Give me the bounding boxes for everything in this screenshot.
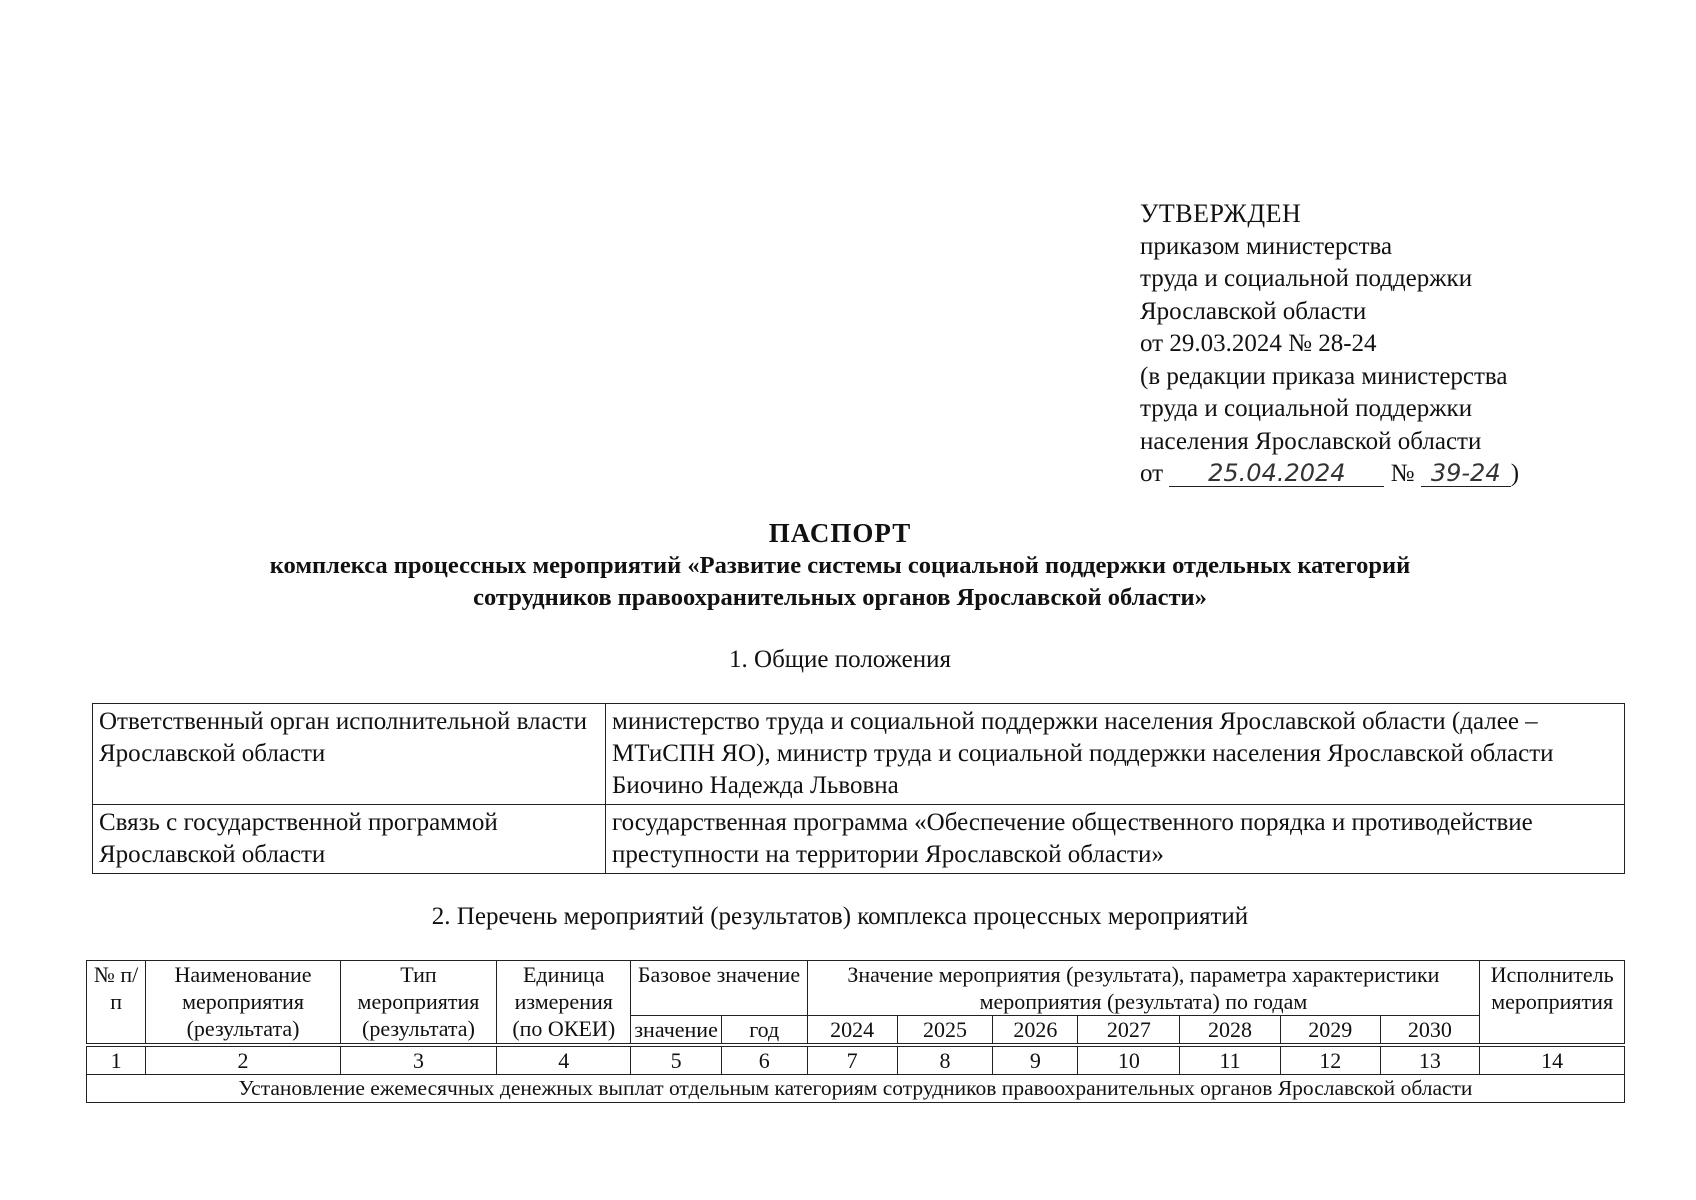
column-number: 4 — [497, 1045, 631, 1075]
header-base: Базовое значение — [631, 961, 807, 1016]
general-provisions-table — [92, 703, 1625, 874]
approval-stamp — [1140, 198, 1660, 491]
year-header: 2030 — [1380, 1016, 1480, 1046]
row-value: государственная программа «Обеспечение общественного порядка и противодействие преступности на территории Ярославской области» — [606, 805, 1625, 874]
header-type: Тип мероприятия (результата) — [340, 961, 496, 1046]
section-2-heading: 2. Перечень мероприятий (результатов) комплекса процессных мероприятий — [431, 903, 1249, 930]
handwritten-date: 25.04.2024 — [1169, 460, 1384, 487]
column-number: 5 — [631, 1045, 722, 1075]
column-number: 11 — [1180, 1045, 1281, 1075]
approval-line: (в редакции приказа министерства — [1140, 362, 1508, 390]
year-header: 2025 — [897, 1016, 993, 1046]
header-base-year: год — [721, 1016, 807, 1046]
header-unit: Единица измерения (по ОКЕИ) — [497, 961, 631, 1046]
row-label: Связь с государственной программой Ярославской области — [93, 805, 606, 874]
header-num: № п/п — [87, 961, 146, 1046]
header-values: Значение мероприятия (результата), параметра характеристики мероприятия (результата) по годам — [807, 961, 1480, 1016]
year-header: 2026 — [993, 1016, 1078, 1046]
year-header: 2024 — [807, 1016, 897, 1046]
column-number: 6 — [721, 1045, 807, 1075]
group-row — [87, 1075, 1625, 1103]
column-number: 12 — [1280, 1045, 1380, 1075]
row-value: министерство труда и социальной поддержки населения Ярославской области (далее – МТиСПН ЯО), министр труда и социальной поддержки населения Ярославской области Биочино Надежда Львовна — [606, 704, 1625, 805]
section-1-heading: 1. Общие положения — [729, 646, 951, 673]
column-number: 13 — [1380, 1045, 1480, 1075]
passport-subtitle-line-1: комплекса процессных мероприятий «Развитие системы социальной поддержки отдельных категорий — [269, 552, 1411, 579]
year-header: 2027 — [1078, 1016, 1180, 1046]
row-label: Ответственный орган исполнительной власти Ярославской области — [93, 704, 606, 805]
table-row — [93, 704, 1625, 805]
number-sign: № — [1390, 460, 1415, 487]
column-number: 9 — [993, 1045, 1078, 1075]
column-number: 1 — [87, 1045, 146, 1075]
header-row — [87, 961, 1625, 1016]
from-prefix: от — [1140, 460, 1164, 487]
approval-line: населения Ярославской области — [1140, 427, 1482, 455]
column-number-row — [87, 1045, 1625, 1075]
header-executor: Исполнитель мероприятия — [1480, 961, 1625, 1046]
table-row — [93, 805, 1625, 874]
column-number: 7 — [807, 1045, 897, 1075]
column-number: 10 — [1078, 1045, 1180, 1075]
column-number: 3 — [340, 1045, 496, 1075]
approval-line: труда и социальной поддержки — [1140, 265, 1473, 292]
approval-edition-line — [1140, 458, 1660, 491]
column-number: 14 — [1480, 1045, 1625, 1075]
passport-subtitle-line-2: сотрудников правоохранительных органов Ярославской области» — [473, 584, 1207, 611]
year-header: 2028 — [1180, 1016, 1281, 1046]
approval-line: Ярославской области — [1140, 297, 1367, 325]
header-base-value: значение — [631, 1016, 722, 1046]
group-row-title: Установление ежемесячных денежных выплат отдельным категориям сотрудников правоохранительных органов Ярославской области — [87, 1075, 1625, 1103]
approval-line: приказом министерства — [1140, 232, 1393, 260]
passport-title: ПАСПОРТ — [768, 518, 912, 548]
column-number: 2 — [146, 1045, 341, 1075]
approval-line: от 29.03.2024 № 28-24 — [1140, 330, 1377, 357]
handwritten-number: 39-24 — [1421, 460, 1511, 487]
header-name: Наименование мероприятия (результата) — [146, 961, 341, 1046]
close-paren: ) — [1510, 460, 1520, 487]
column-number: 8 — [897, 1045, 993, 1075]
document-title — [100, 516, 1580, 614]
year-header: 2029 — [1280, 1016, 1380, 1046]
activities-table — [86, 960, 1625, 1103]
approval-heading: УТВЕРЖДЕН — [1140, 199, 1302, 228]
approval-line: труда и социальной поддержки — [1140, 395, 1473, 422]
